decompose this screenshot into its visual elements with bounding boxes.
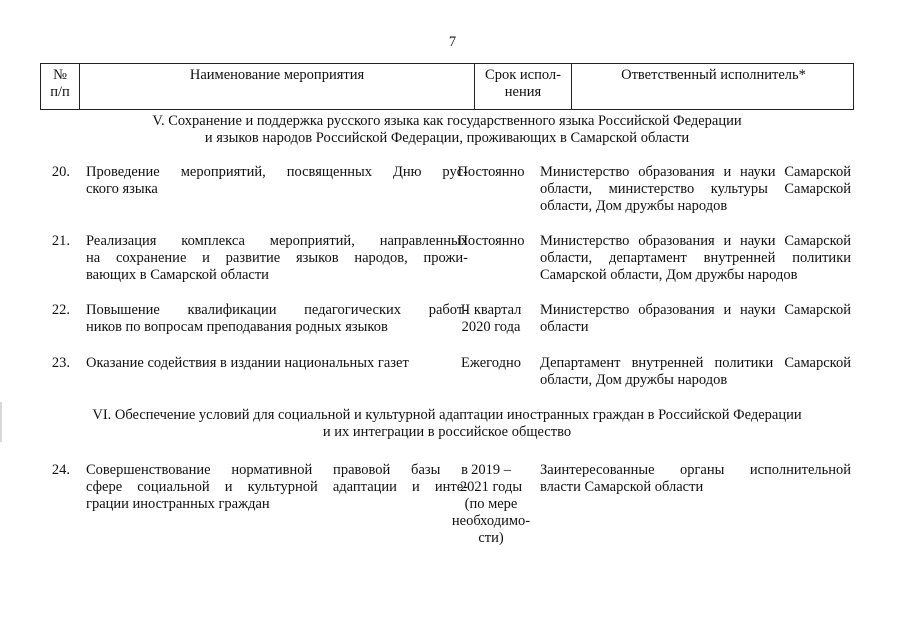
row-responsible-line: области: [540, 319, 589, 335]
row-number: 22.: [51, 302, 70, 318]
row-name-line: ского языка: [86, 181, 158, 197]
row-term-line: II квартал: [460, 302, 522, 318]
row-responsible-line: Министерство образования и науки Самарской: [540, 233, 851, 249]
header-responsible-label: Ответственный исполнитель*: [621, 67, 806, 83]
row-name: [86, 302, 468, 336]
row-term-line: (по мере: [464, 496, 518, 512]
row-name-line: Проведение мероприятий, посвященных Дню рус-: [86, 164, 468, 180]
row-responsible-line: Заинтересованные органы исполнительной: [540, 462, 851, 478]
row-term-line: 2019 –: [471, 462, 511, 478]
section-title-v: [40, 113, 854, 147]
row-responsible-line: Министерство образования и науки Самарской: [540, 164, 851, 180]
section-title-line: и языков народов Российской Федерации, проживающих в Самарской области: [204, 130, 690, 146]
row-term-line: Постоянно: [457, 233, 525, 249]
row-term: [438, 462, 544, 547]
row-term-line: сти): [478, 530, 504, 546]
row-name: [86, 355, 468, 372]
header-term-line: Срок испол-: [485, 67, 561, 83]
row-number: 20.: [51, 164, 70, 180]
row-name-line: вающих в Самарской области: [86, 267, 269, 283]
header-name-label: Наименование мероприятия: [189, 67, 365, 83]
row-name-line: Реализация комплекса мероприятий, направленных: [86, 233, 468, 249]
row-responsible: [540, 233, 851, 284]
row-term: [438, 355, 544, 372]
section-title-vi: [40, 407, 854, 441]
section-title-line: и их интеграции в российское общество: [322, 424, 572, 440]
row-responsible-line: власти Самарской области: [540, 479, 704, 495]
row-term-line: 2020 года: [461, 319, 521, 335]
row-name-line: ников по вопросам преподавания родных языков: [86, 319, 388, 335]
row-number: 23.: [51, 355, 70, 371]
section-title-line: V. Сохранение и поддержка русского языка как государственного языка Российской Федерации: [152, 113, 742, 129]
row-name-line: грации иностранных граждан: [86, 496, 270, 512]
row-number: 24.: [51, 462, 70, 478]
header-name-cell: [80, 64, 475, 109]
row-name: [86, 233, 468, 284]
row-term: [438, 233, 544, 250]
row-term-line: Ежегодно: [461, 355, 521, 371]
row-name-line: Совершенствование нормативной правовой базы в: [86, 462, 468, 478]
row-term: [438, 164, 544, 181]
table-header: [40, 63, 854, 110]
row-number: 21.: [51, 233, 70, 249]
row-responsible-line: области, Дом дружбы народов: [540, 372, 728, 388]
row-name-line: Оказание содействия в издании национальных газет: [86, 355, 409, 371]
row-term-line: 2021 годы: [459, 479, 523, 495]
row-name: [86, 462, 468, 513]
row-term: [438, 302, 544, 336]
header-term-cell: [475, 64, 572, 109]
row-term-line: необходимо-: [451, 513, 531, 529]
header-responsible-cell: [572, 64, 855, 109]
row-responsible: [540, 462, 851, 496]
header-num-line: п/п: [50, 84, 70, 100]
header-num-cell: [41, 64, 80, 109]
header-num-line: №: [53, 67, 67, 83]
row-name-line: сфере социальной и культурной адаптации и инте-: [86, 479, 468, 495]
row-responsible-line: области, министерство культуры Самарской: [540, 181, 851, 197]
header-term-line: нения: [504, 84, 542, 100]
row-responsible-line: Министерство образования и науки Самарской: [540, 302, 851, 318]
scan-edge-mark: [0, 402, 2, 442]
row-responsible-line: Департамент внутренней политики Самарской: [540, 355, 851, 371]
row-responsible: [540, 164, 851, 215]
row-responsible: [540, 355, 851, 389]
row-responsible-line: области, Дом дружбы народов: [540, 198, 728, 214]
row-responsible-line: Самарской области, Дом дружбы народов: [540, 267, 798, 283]
row-name-line: на сохранение и развитие языков народов, прожи-: [86, 250, 468, 266]
page-number: 7: [448, 34, 457, 50]
row-responsible-line: области, департамент внутренней политики: [540, 250, 851, 266]
row-name-line: Повышение квалификации педагогических работ-: [86, 302, 468, 318]
section-title-line: VI. Обеспечение условий для социальной и культурной адаптации иностранных граждан в Российской Федерации: [92, 407, 802, 423]
row-responsible: [540, 302, 851, 336]
row-name: [86, 164, 468, 198]
row-term-line: Постоянно: [457, 164, 525, 180]
